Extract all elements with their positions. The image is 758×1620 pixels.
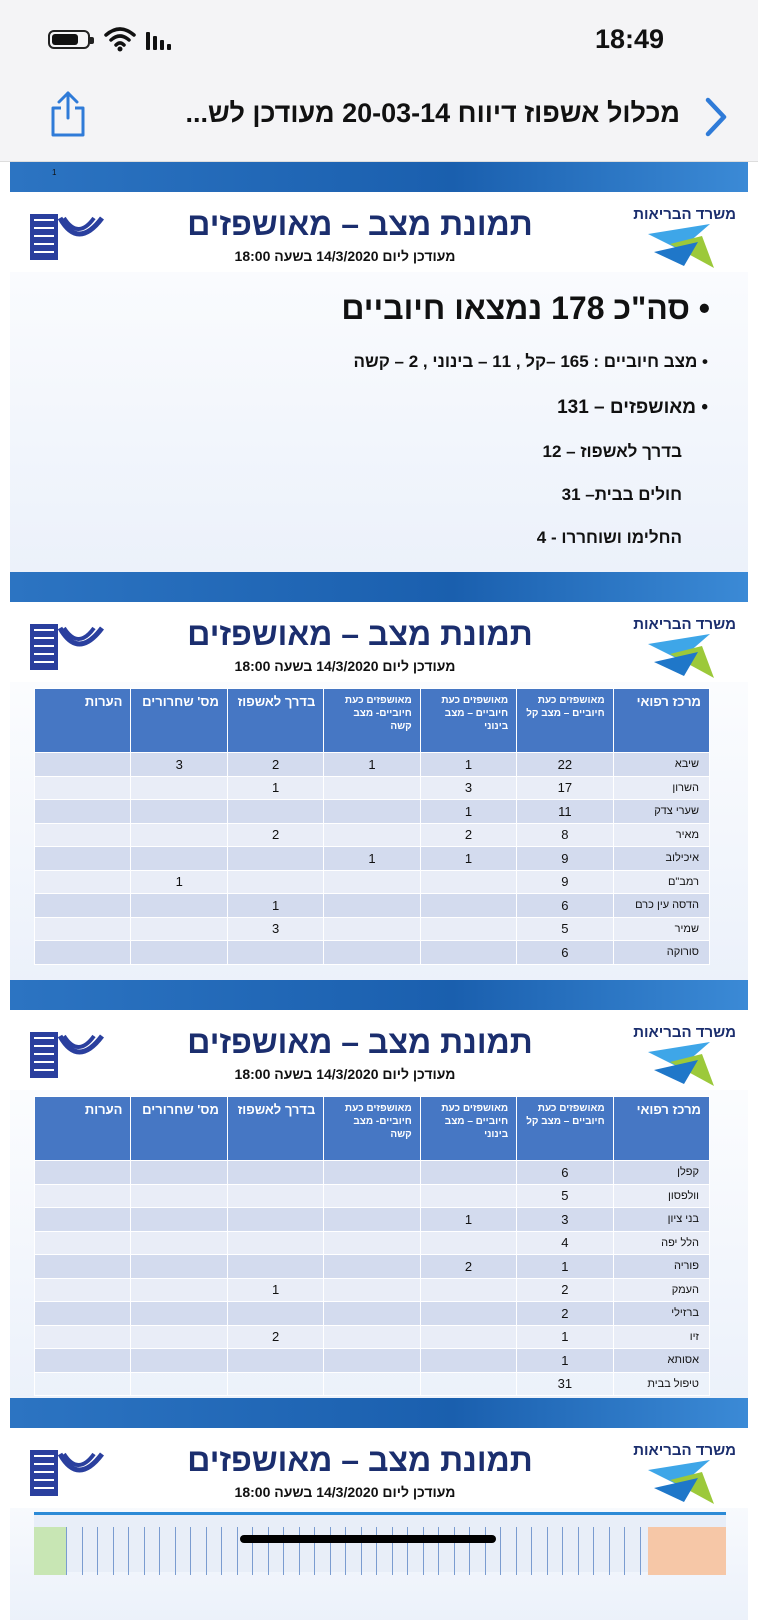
cell-center: איכילוב xyxy=(613,847,709,871)
cell-released xyxy=(131,1278,227,1302)
table-row xyxy=(35,1208,710,1232)
cell-notes xyxy=(35,1278,131,1302)
cell-notes xyxy=(35,753,131,777)
cell-light: 2 xyxy=(517,1278,613,1302)
cell-notes xyxy=(35,941,131,965)
summary-status-line: • מצב חיוביים : 165 –קל , 11 – בינוני , 2 – קשה xyxy=(353,352,708,371)
cell-severe xyxy=(324,776,420,800)
col-severe: מאושפזים כעת חיוביים- מצב קשה xyxy=(324,1097,420,1161)
grid-column-line xyxy=(144,1527,145,1575)
cell-on-way xyxy=(227,1302,323,1326)
document-viewer[interactable] xyxy=(10,162,748,1620)
cell-on-way xyxy=(227,1255,323,1279)
share-icon[interactable] xyxy=(48,90,88,138)
slide-header xyxy=(10,1018,748,1090)
home-indicator[interactable] xyxy=(240,1535,496,1543)
cell-severe xyxy=(324,1255,420,1279)
footer-cell-severe xyxy=(324,1372,420,1396)
cell-medium xyxy=(420,917,516,941)
cell-severe xyxy=(324,1184,420,1208)
grid-column-line xyxy=(97,1527,98,1575)
footer-cell-released xyxy=(131,1372,227,1396)
cell-released xyxy=(131,823,227,847)
status-bar xyxy=(0,0,758,72)
cell-light: 1 xyxy=(517,1325,613,1349)
cell-severe xyxy=(324,1302,420,1326)
ministry-name: משרד הבריאות xyxy=(633,616,736,633)
summary-recovered: החלימו ושוחררו - 4 xyxy=(536,528,682,547)
clock: 18:49 xyxy=(594,24,664,54)
slide-title: תמונת מצב – מאושפזים xyxy=(187,1442,533,1478)
grid-column-line xyxy=(547,1527,548,1575)
grid-column-line xyxy=(516,1527,517,1575)
table-row xyxy=(35,1161,710,1185)
wifi-icon xyxy=(104,26,136,52)
cell-light: 2 xyxy=(517,1302,613,1326)
slide-summary xyxy=(10,162,748,602)
cell-on-way xyxy=(227,1161,323,1185)
cell-notes xyxy=(35,1231,131,1255)
cell-notes xyxy=(35,894,131,918)
slide-subtitle: מעודכן ליום 14/3/2020 בשעה 18:00 xyxy=(234,1484,456,1500)
table-row xyxy=(35,776,710,800)
cell-center: וולפסון xyxy=(613,1184,709,1208)
slide-header xyxy=(10,200,748,272)
cell-medium: 1 xyxy=(420,847,516,871)
cell-medium: 3 xyxy=(420,776,516,800)
col-released: מס' שחרורים xyxy=(131,689,227,753)
cell-light: 22 xyxy=(517,753,613,777)
cell-released xyxy=(131,800,227,824)
table-row xyxy=(35,894,710,918)
menorah-logo-icon xyxy=(28,210,104,264)
slide-header xyxy=(10,610,748,682)
col-light: מאושפזים כעת חיוביים – מצב קל xyxy=(517,689,613,753)
table-row xyxy=(35,1349,710,1373)
cell-center: שערי צדק xyxy=(613,800,709,824)
cell-severe xyxy=(324,823,420,847)
table-row xyxy=(35,800,710,824)
cell-severe xyxy=(324,870,420,894)
cell-light: 9 xyxy=(517,847,613,871)
cell-center: הדסה עין כרם xyxy=(613,894,709,918)
cell-notes xyxy=(35,1208,131,1232)
cell-on-way xyxy=(227,847,323,871)
cell-notes xyxy=(35,823,131,847)
table-row xyxy=(35,1255,710,1279)
slide-bottom-stripe xyxy=(10,572,748,602)
document-title: מכלול אשפוז דיווח 20-03-14 מעודכן לש... xyxy=(185,98,680,128)
cell-light: 17 xyxy=(517,776,613,800)
summary-total: • סה"כ 178 נמצאו חיוביים xyxy=(341,290,710,326)
cell-released xyxy=(131,941,227,965)
grid-column-line xyxy=(624,1527,625,1575)
cell-center: קפלן xyxy=(613,1161,709,1185)
col-on-way: בדרך לאשפוז xyxy=(227,1097,323,1161)
cell-center: ברזילי xyxy=(613,1302,709,1326)
ministry-logo-icon xyxy=(640,222,730,272)
cell-released xyxy=(131,1255,227,1279)
grid-peach-cell xyxy=(648,1527,726,1575)
cell-center: בני ציון xyxy=(613,1208,709,1232)
table-row xyxy=(35,823,710,847)
grid-column-line xyxy=(609,1527,610,1575)
cell-severe: 1 xyxy=(324,753,420,777)
cell-light: 1 xyxy=(517,1349,613,1373)
cell-light: 6 xyxy=(517,894,613,918)
cell-on-way: 2 xyxy=(227,823,323,847)
cell-on-way: 1 xyxy=(227,894,323,918)
table-row xyxy=(35,1184,710,1208)
slide-table-1 xyxy=(10,610,748,1010)
table-row xyxy=(35,847,710,871)
footer-cell-notes xyxy=(35,1372,131,1396)
cell-notes xyxy=(35,1349,131,1373)
cell-center: פוריה xyxy=(613,1255,709,1279)
col-notes: הערות xyxy=(35,689,131,753)
cell-medium xyxy=(420,1302,516,1326)
table-row xyxy=(35,917,710,941)
slide-subtitle: מעודכן ליום 14/3/2020 בשעה 18:00 xyxy=(234,658,456,674)
summary-hospitalized: • מאושפזים – 131 xyxy=(557,397,708,418)
battery-icon xyxy=(48,30,90,49)
cell-severe xyxy=(324,917,420,941)
cell-on-way xyxy=(227,800,323,824)
cell-notes xyxy=(35,917,131,941)
cell-center: סורוקה xyxy=(613,941,709,965)
cell-severe xyxy=(324,1208,420,1232)
cell-on-way xyxy=(227,870,323,894)
cell-on-way: 2 xyxy=(227,1325,323,1349)
cell-medium: 2 xyxy=(420,1255,516,1279)
chevron-right-icon[interactable] xyxy=(702,96,730,138)
cell-released xyxy=(131,1349,227,1373)
cell-severe xyxy=(324,941,420,965)
cell-released xyxy=(131,894,227,918)
cell-medium xyxy=(420,1184,516,1208)
table-row xyxy=(35,1231,710,1255)
cell-notes xyxy=(35,1302,131,1326)
slide-title: תמונת מצב – מאושפזים xyxy=(187,206,533,242)
ministry-logo-icon xyxy=(640,1458,730,1508)
cell-severe xyxy=(324,1161,420,1185)
col-severe: מאושפזים כעת חיוביים- מצב קשה xyxy=(324,689,420,753)
cell-light: 9 xyxy=(517,870,613,894)
cell-notes xyxy=(35,1161,131,1185)
cell-medium: 1 xyxy=(420,753,516,777)
grid-column-line xyxy=(221,1527,222,1575)
col-center: מרכז רפואי xyxy=(613,689,709,753)
cell-medium xyxy=(420,870,516,894)
cell-notes xyxy=(35,1255,131,1279)
cell-on-way: 2 xyxy=(227,753,323,777)
grid-column-line xyxy=(593,1527,594,1575)
cell-light: 11 xyxy=(517,800,613,824)
table-footer-row xyxy=(35,1372,710,1396)
cell-light: 1 xyxy=(517,1255,613,1279)
grid-column-line xyxy=(206,1527,207,1575)
cell-light: 6 xyxy=(517,1161,613,1185)
cell-severe xyxy=(324,1231,420,1255)
cell-released xyxy=(131,917,227,941)
cell-center: שיבא xyxy=(613,753,709,777)
slide-grid xyxy=(10,1436,748,1620)
table-row xyxy=(35,1302,710,1326)
cell-released xyxy=(131,776,227,800)
col-released: מס' שחרורים xyxy=(131,1097,227,1161)
ministry-logo-icon xyxy=(640,632,730,682)
cell-notes xyxy=(35,847,131,871)
table-row xyxy=(35,941,710,965)
cell-medium xyxy=(420,1231,516,1255)
cell-released xyxy=(131,1302,227,1326)
cellular-signal-icon xyxy=(146,30,178,50)
summary-on-way: בדרך לאשפוז – 12 xyxy=(542,442,682,461)
hospital-table-2 xyxy=(34,1096,710,1396)
cell-released: 1 xyxy=(131,870,227,894)
summary-home: חולים בבית– 31 xyxy=(561,485,682,504)
cell-on-way xyxy=(227,1349,323,1373)
grid-column-line xyxy=(82,1527,83,1575)
col-light: מאושפזים כעת חיוביים – מצב קל xyxy=(517,1097,613,1161)
grid-column-line xyxy=(159,1527,160,1575)
cell-severe xyxy=(324,1278,420,1302)
cell-released xyxy=(131,1184,227,1208)
nav-bar xyxy=(0,72,758,162)
grid-column-line xyxy=(531,1527,532,1575)
cell-released xyxy=(131,1208,227,1232)
footer-cell-medium xyxy=(420,1372,516,1396)
grid-column-line xyxy=(175,1527,176,1575)
cell-notes xyxy=(35,1184,131,1208)
cell-on-way: 3 xyxy=(227,917,323,941)
cell-severe xyxy=(324,800,420,824)
ministry-logo-icon xyxy=(640,1040,730,1090)
grid-column-line xyxy=(66,1527,67,1575)
ministry-name: משרד הבריאות xyxy=(633,1442,736,1459)
cell-on-way xyxy=(227,1208,323,1232)
grid-column-line xyxy=(128,1527,129,1575)
slide-bottom-stripe xyxy=(10,1398,748,1428)
cell-released: 3 xyxy=(131,753,227,777)
slide-bottom-stripe xyxy=(10,980,748,1010)
cell-medium xyxy=(420,1161,516,1185)
footer-cell-center: טיפול בבית xyxy=(613,1372,709,1396)
col-on-way: בדרך לאשפוז xyxy=(227,689,323,753)
cell-on-way xyxy=(227,1231,323,1255)
cell-medium xyxy=(420,1349,516,1373)
cell-center: הלל יפה xyxy=(613,1231,709,1255)
slide-title: תמונת מצב – מאושפזים xyxy=(187,616,533,652)
grid-green-cell xyxy=(34,1527,66,1575)
slide-table-2 xyxy=(10,1018,748,1428)
cell-released xyxy=(131,847,227,871)
cell-medium: 1 xyxy=(420,1208,516,1232)
cell-light: 5 xyxy=(517,917,613,941)
slide-subtitle: מעודכן ליום 14/3/2020 בשעה 18:00 xyxy=(234,1066,456,1082)
cell-notes xyxy=(35,800,131,824)
cell-severe xyxy=(324,894,420,918)
slide-title: תמונת מצב – מאושפזים xyxy=(187,1024,533,1060)
cell-on-way xyxy=(227,941,323,965)
cell-medium: 1 xyxy=(420,800,516,824)
table-row xyxy=(35,1278,710,1302)
col-center: מרכז רפואי xyxy=(613,1097,709,1161)
grid-column-line xyxy=(237,1527,238,1575)
cell-severe: 1 xyxy=(324,847,420,871)
menorah-logo-icon xyxy=(28,1446,104,1500)
cell-center: העמק xyxy=(613,1278,709,1302)
footer-cell-light: 31 xyxy=(517,1372,613,1396)
grid-column-line xyxy=(190,1527,191,1575)
ministry-name: משרד הבריאות xyxy=(633,1024,736,1041)
cell-medium xyxy=(420,941,516,965)
cell-released xyxy=(131,1231,227,1255)
cell-severe xyxy=(324,1325,420,1349)
slide-header xyxy=(10,1436,748,1508)
cell-notes xyxy=(35,776,131,800)
footer-cell-on-way xyxy=(227,1372,323,1396)
cell-medium: 2 xyxy=(420,823,516,847)
grid-column-line xyxy=(578,1527,579,1575)
cell-center: רמב"ם xyxy=(613,870,709,894)
cell-on-way: 1 xyxy=(227,776,323,800)
col-medium: מאושפזים כעת חיוביים – מצב בינוני xyxy=(420,1097,516,1161)
cell-released xyxy=(131,1161,227,1185)
page-number: 1 xyxy=(52,168,57,177)
cell-notes xyxy=(35,870,131,894)
menorah-logo-icon xyxy=(28,620,104,674)
col-medium: מאושפזים כעת חיוביים – מצב בינוני xyxy=(420,689,516,753)
hospital-table-1 xyxy=(34,688,710,965)
cell-light: 5 xyxy=(517,1184,613,1208)
slide-top-stripe xyxy=(10,162,748,192)
cell-notes xyxy=(35,1325,131,1349)
table-row xyxy=(35,870,710,894)
cell-on-way xyxy=(227,1184,323,1208)
table-row xyxy=(35,753,710,777)
cell-light: 3 xyxy=(517,1208,613,1232)
cell-center: אסותא xyxy=(613,1349,709,1373)
cell-medium xyxy=(420,894,516,918)
menorah-logo-icon xyxy=(28,1028,104,1082)
ministry-name: משרד הבריאות xyxy=(633,206,736,223)
cell-light: 4 xyxy=(517,1231,613,1255)
cell-severe xyxy=(324,1349,420,1373)
cell-light: 8 xyxy=(517,823,613,847)
cell-center: זיו xyxy=(613,1325,709,1349)
cell-on-way: 1 xyxy=(227,1278,323,1302)
cell-center: שמיר xyxy=(613,917,709,941)
cell-center: מאיר xyxy=(613,823,709,847)
cell-center: השרון xyxy=(613,776,709,800)
cell-released xyxy=(131,1325,227,1349)
cell-light: 6 xyxy=(517,941,613,965)
cell-medium xyxy=(420,1278,516,1302)
grid-column-line xyxy=(113,1527,114,1575)
slide-subtitle: מעודכן ליום 14/3/2020 בשעה 18:00 xyxy=(234,248,456,264)
col-notes: הערות xyxy=(35,1097,131,1161)
grid-column-line xyxy=(640,1527,641,1575)
table-row xyxy=(35,1325,710,1349)
grid-column-line xyxy=(500,1527,501,1575)
grid-column-line xyxy=(562,1527,563,1575)
cell-medium xyxy=(420,1325,516,1349)
